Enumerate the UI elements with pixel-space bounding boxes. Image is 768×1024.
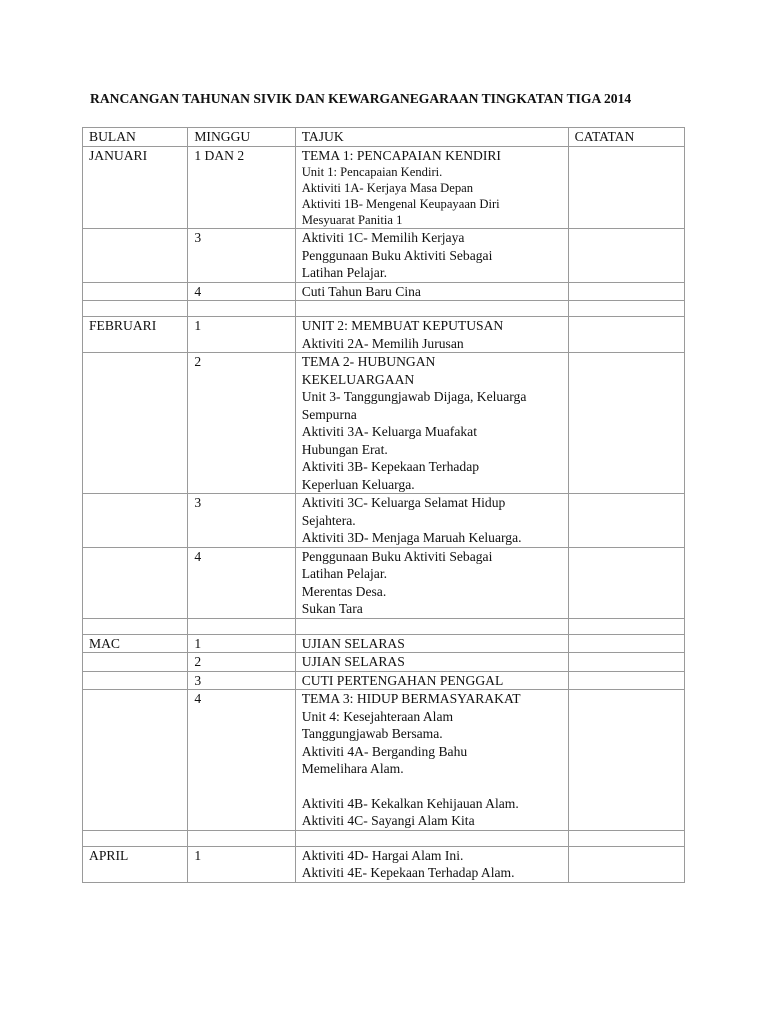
spacer-row xyxy=(83,301,685,317)
tajuk-line: Unit 3- Tanggungjawab Dijaga, Keluarga xyxy=(301,389,527,404)
cell-bulan xyxy=(83,494,188,548)
cell-catatan xyxy=(568,494,684,548)
tajuk-line: Aktiviti 1B- Mengenal Keupayaan Diri xyxy=(301,197,500,211)
tajuk-line: Aktiviti 4C- Sayangi Alam Kita xyxy=(301,813,475,828)
cell-catatan xyxy=(568,146,684,229)
tajuk-line: Penggunaan Buku Aktiviti Sebagai xyxy=(301,247,493,263)
cell-tajuk xyxy=(295,846,568,882)
table-row xyxy=(83,634,685,653)
tajuk-line: Merentas Desa. xyxy=(301,583,387,599)
tajuk-line: UJIAN SELARAS xyxy=(301,635,405,651)
tajuk-line: Aktiviti 4D- Hargai Alam Ini. xyxy=(301,847,464,863)
cell-tajuk xyxy=(295,653,568,672)
tajuk-line: Sejahtera. xyxy=(301,512,356,528)
tajuk-line: Aktiviti 3D- Menjaga Maruah Keluarga. xyxy=(301,530,522,545)
cell-tajuk xyxy=(295,229,568,283)
tajuk-line: UJIAN SELARAS xyxy=(301,654,405,669)
tajuk-line: Aktiviti 3C- Keluarga Selamat Hidup xyxy=(301,495,506,510)
table-row xyxy=(83,353,685,494)
cell-minggu: 1 xyxy=(188,317,295,353)
cell-minggu: 3 xyxy=(188,494,295,548)
table-row xyxy=(83,317,685,353)
cell-catatan xyxy=(568,671,684,690)
tajuk-line: Keperluan Keluarga. xyxy=(301,476,415,492)
tajuk-line: CUTI PERTENGAHAN PENGGAL xyxy=(301,672,504,688)
header-bulan: BULAN xyxy=(83,128,188,147)
tajuk-line: Aktiviti 4B- Kekalkan Kehijauan Alam. xyxy=(301,795,519,811)
tajuk-line: Sempurna xyxy=(301,406,357,422)
cell-catatan xyxy=(568,634,684,653)
spacer-row xyxy=(83,618,685,634)
table-row xyxy=(83,846,685,882)
cell-bulan xyxy=(83,671,188,690)
cell-bulan xyxy=(83,353,188,494)
tajuk-line: Latihan Pelajar. xyxy=(301,566,387,581)
tajuk-line: Latihan Pelajar. xyxy=(301,265,387,280)
tajuk-line: Aktiviti 4A- Berganding Bahu xyxy=(301,743,468,759)
cell-tajuk xyxy=(295,690,568,831)
cell-minggu: 4 xyxy=(188,282,295,301)
header-minggu: MINGGU xyxy=(188,128,295,147)
cell-tajuk xyxy=(295,353,568,494)
cell-tajuk xyxy=(295,317,568,353)
cell-bulan: FEBRUARI xyxy=(83,317,188,353)
cell-minggu: 3 xyxy=(188,229,295,283)
tajuk-line: Cuti Tahun Baru Cina xyxy=(301,283,421,299)
table-row xyxy=(83,146,685,229)
cell-catatan xyxy=(568,846,684,882)
cell-minggu: 3 xyxy=(188,671,295,690)
cell-bulan: JANUARI xyxy=(83,146,188,229)
cell-bulan: MAC xyxy=(83,634,188,653)
table-row xyxy=(83,690,685,831)
cell-catatan xyxy=(568,282,684,301)
cell-catatan xyxy=(568,353,684,494)
cell-minggu: 4 xyxy=(188,690,295,831)
cell-catatan xyxy=(568,317,684,353)
cell-bulan xyxy=(83,229,188,283)
cell-catatan xyxy=(568,547,684,618)
cell-tajuk xyxy=(295,634,568,653)
tajuk-line: Penggunaan Buku Aktiviti Sebagai xyxy=(301,548,493,564)
cell-tajuk xyxy=(295,282,568,301)
cell-bulan xyxy=(83,690,188,831)
table-row xyxy=(83,671,685,690)
cell-minggu: 2 xyxy=(188,653,295,672)
tajuk-line: TEMA 1: PENCAPAIAN KENDIRI xyxy=(301,147,501,163)
tajuk-line: Unit 4: Kesejahteraan Alam xyxy=(301,708,454,724)
tajuk-line: UNIT 2: MEMBUAT KEPUTUSAN xyxy=(301,318,504,333)
cell-tajuk xyxy=(295,547,568,618)
table-row xyxy=(83,282,685,301)
tajuk-line: Hubungan Erat. xyxy=(301,441,388,457)
tajuk-line: Aktiviti 3A- Keluarga Muafakat xyxy=(301,424,477,439)
cell-tajuk xyxy=(295,146,568,229)
tajuk-line: Aktiviti 2A- Memilih Jurusan xyxy=(301,335,464,351)
cell-minggu: 4 xyxy=(188,547,295,618)
cell-bulan xyxy=(83,282,188,301)
table-row xyxy=(83,229,685,283)
tajuk-line: Unit 1: Pencapaian Kendiri. xyxy=(301,165,443,179)
table-row xyxy=(83,494,685,548)
cell-bulan xyxy=(83,547,188,618)
tajuk-blank-line xyxy=(302,778,562,795)
table-row xyxy=(83,547,685,618)
tajuk-line: Aktiviti 1C- Memilih Kerjaya xyxy=(301,230,465,245)
cell-minggu: 1 xyxy=(188,846,295,882)
cell-minggu: 1 xyxy=(188,634,295,653)
cell-catatan xyxy=(568,690,684,831)
header-catatan: CATATAN xyxy=(568,128,684,147)
tajuk-line: Aktiviti 4E- Kepekaan Terhadap Alam. xyxy=(301,865,515,880)
tajuk-line: Memelihara Alam. xyxy=(301,761,404,776)
tajuk-line: Mesyuarat Panitia 1 xyxy=(301,213,403,227)
header-tajuk: TAJUK xyxy=(295,128,568,147)
cell-catatan xyxy=(568,229,684,283)
tajuk-line: Aktiviti 3B- Kepekaan Terhadap xyxy=(301,459,480,474)
tajuk-line: Tanggungjawab Bersama. xyxy=(301,726,443,741)
spacer-row xyxy=(83,830,685,846)
cell-bulan: APRIL xyxy=(83,846,188,882)
table-row xyxy=(83,653,685,672)
tajuk-line: TEMA 2- HUBUNGAN xyxy=(301,354,436,369)
tajuk-line: Aktiviti 1A- Kerjaya Masa Depan xyxy=(301,181,474,195)
cell-tajuk xyxy=(295,671,568,690)
tajuk-line: KEKELUARGAAN xyxy=(301,371,415,387)
cell-catatan xyxy=(568,653,684,672)
cell-bulan xyxy=(83,653,188,672)
annual-plan-table xyxy=(82,127,685,883)
cell-minggu: 2 xyxy=(188,353,295,494)
tajuk-line: Sukan Tara xyxy=(301,601,363,616)
table-header-row xyxy=(83,128,685,147)
cell-tajuk xyxy=(295,494,568,548)
cell-minggu: 1 DAN 2 xyxy=(188,146,295,229)
tajuk-line: TEMA 3: HIDUP BERMASYARAKAT xyxy=(301,691,521,706)
document-title: RANCANGAN TAHUNAN SIVIK DAN KEWARGANEGARAAN TINGKATAN TIGA 2014 xyxy=(90,91,632,106)
